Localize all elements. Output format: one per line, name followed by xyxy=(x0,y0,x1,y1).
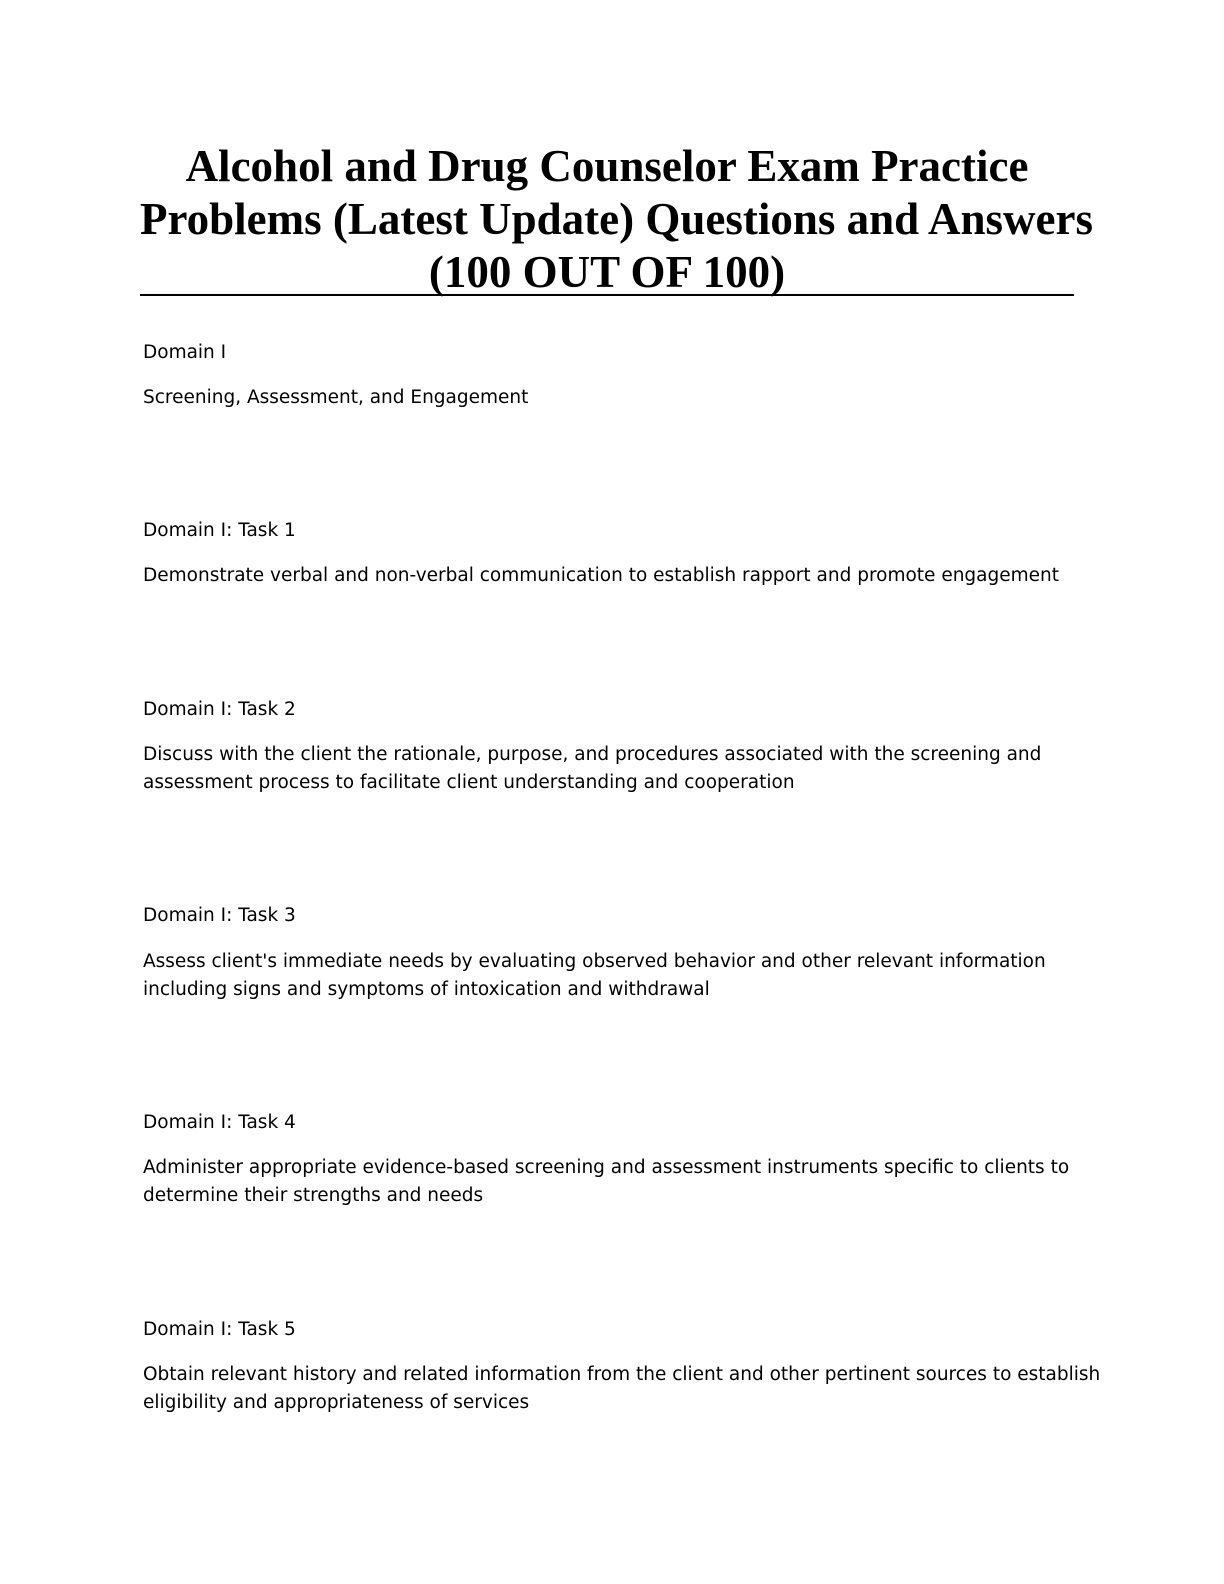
task-2-line-2: assessment process to facilitate client understanding and cooperation xyxy=(143,772,795,793)
title-line-3: (100 OUT OF 100) xyxy=(428,247,786,297)
task-5-line-1: Obtain relevant history and related information from the client and other pertinent sources to establish xyxy=(143,1364,1101,1385)
task-4-label: Domain I: Task 4 xyxy=(143,1112,296,1133)
task-1-description xyxy=(143,562,1083,590)
domain-heading: Domain I xyxy=(143,342,227,363)
task-5-description xyxy=(143,1361,1101,1417)
task-4-line-2: determine their strengths and needs xyxy=(143,1185,484,1206)
task-2-description xyxy=(143,741,1083,797)
title-underline-divider xyxy=(140,294,1074,296)
task-5-line-2: eligibility and appropriateness of services xyxy=(143,1392,530,1413)
task-4-line-1: Administer appropriate evidence-based screening and assessment instruments specific to clients to xyxy=(143,1157,1070,1178)
task-3-line-1: Assess client's immediate needs by evaluating observed behavior and other relevant information xyxy=(143,951,1046,972)
task-5-label: Domain I: Task 5 xyxy=(143,1319,296,1340)
task-2-label: Domain I: Task 2 xyxy=(143,699,296,720)
task-3-line-2: including signs and symptoms of intoxication and withdrawal xyxy=(143,979,710,1000)
task-1-label: Domain I: Task 1 xyxy=(143,520,296,541)
domain-name: Screening, Assessment, and Engagement xyxy=(143,387,529,408)
title-line-2: Problems (Latest Update) Questions and Answers xyxy=(140,194,1093,244)
task-3-description xyxy=(143,948,1083,1004)
task-3-label: Domain I: Task 3 xyxy=(143,905,296,926)
task-1-line-1: Demonstrate verbal and non-verbal communication to establish rapport and promote engagement xyxy=(143,565,1060,586)
task-4-description xyxy=(143,1154,1083,1210)
task-2-line-1: Discuss with the client the rationale, purpose, and procedures associated with the screening and xyxy=(143,744,1042,765)
document-title xyxy=(140,140,1093,299)
title-line-1: Alcohol and Drug Counselor Exam Practice xyxy=(185,141,1029,191)
